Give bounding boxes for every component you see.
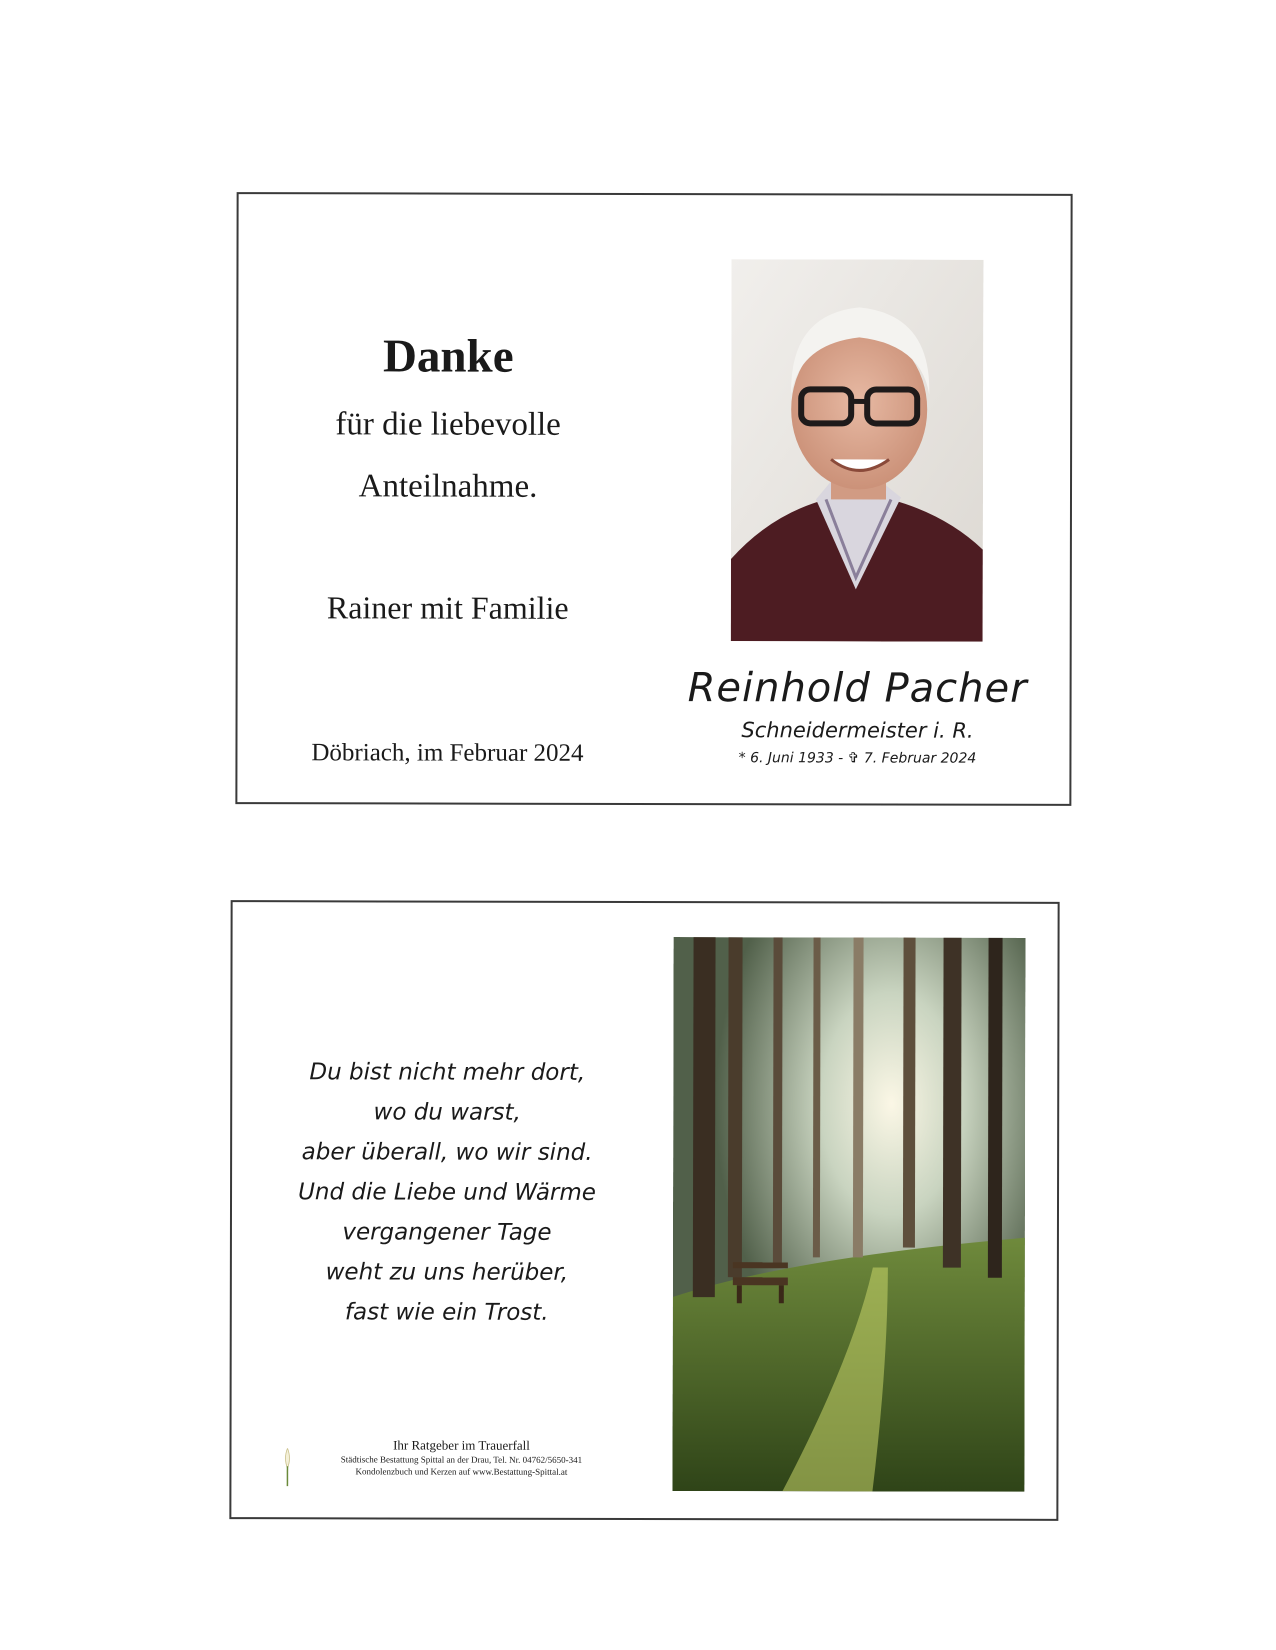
life-dates: * 6. Juni 1933 - ✞ 7. Februar 2024 <box>738 750 977 767</box>
deceased-name: Reinhold Pacher <box>687 665 1028 712</box>
poem-line: aber überall, wo wir sind. <box>301 1139 593 1166</box>
undertaker-title: Ihr Ratgeber im Trauerfall <box>393 1437 530 1453</box>
thanks-line-1: für die liebevolle <box>335 406 561 443</box>
poem-line: Und die Liebe und Wärme <box>298 1179 596 1206</box>
poem-line: wo du warst, <box>373 1099 521 1126</box>
thanks-line-2: Anteilnahme. <box>358 468 538 505</box>
poem-line: vergangener Tage <box>342 1219 552 1246</box>
signoff: Rainer mit Familie <box>326 589 569 626</box>
undertaker-info <box>271 1437 651 1478</box>
profession: Schneidermeister i. R. <box>741 718 974 743</box>
card-title: Danke <box>382 330 514 383</box>
poem <box>252 1052 643 1333</box>
place-date: Döbriach, im Februar 2024 <box>311 739 584 767</box>
forest-photo <box>672 937 1025 1492</box>
undertaker-contact: Städtische Bestattung Spittal an der Drau, Tel. Nr. 04762/5650-341 <box>340 1454 583 1465</box>
thank-you-card-front <box>235 192 1072 806</box>
thank-you-card-back <box>229 900 1059 1521</box>
poem-line: fast wie ein Trost. <box>344 1299 549 1326</box>
poem-line: Du bist nicht mehr dort, <box>309 1059 586 1086</box>
poem-line: weht zu uns herüber, <box>325 1259 569 1286</box>
portrait-photo <box>731 259 984 642</box>
undertaker-website: Kondolenzbuch und Kerzen auf www.Bestattung-Spittal.at <box>355 1466 568 1477</box>
